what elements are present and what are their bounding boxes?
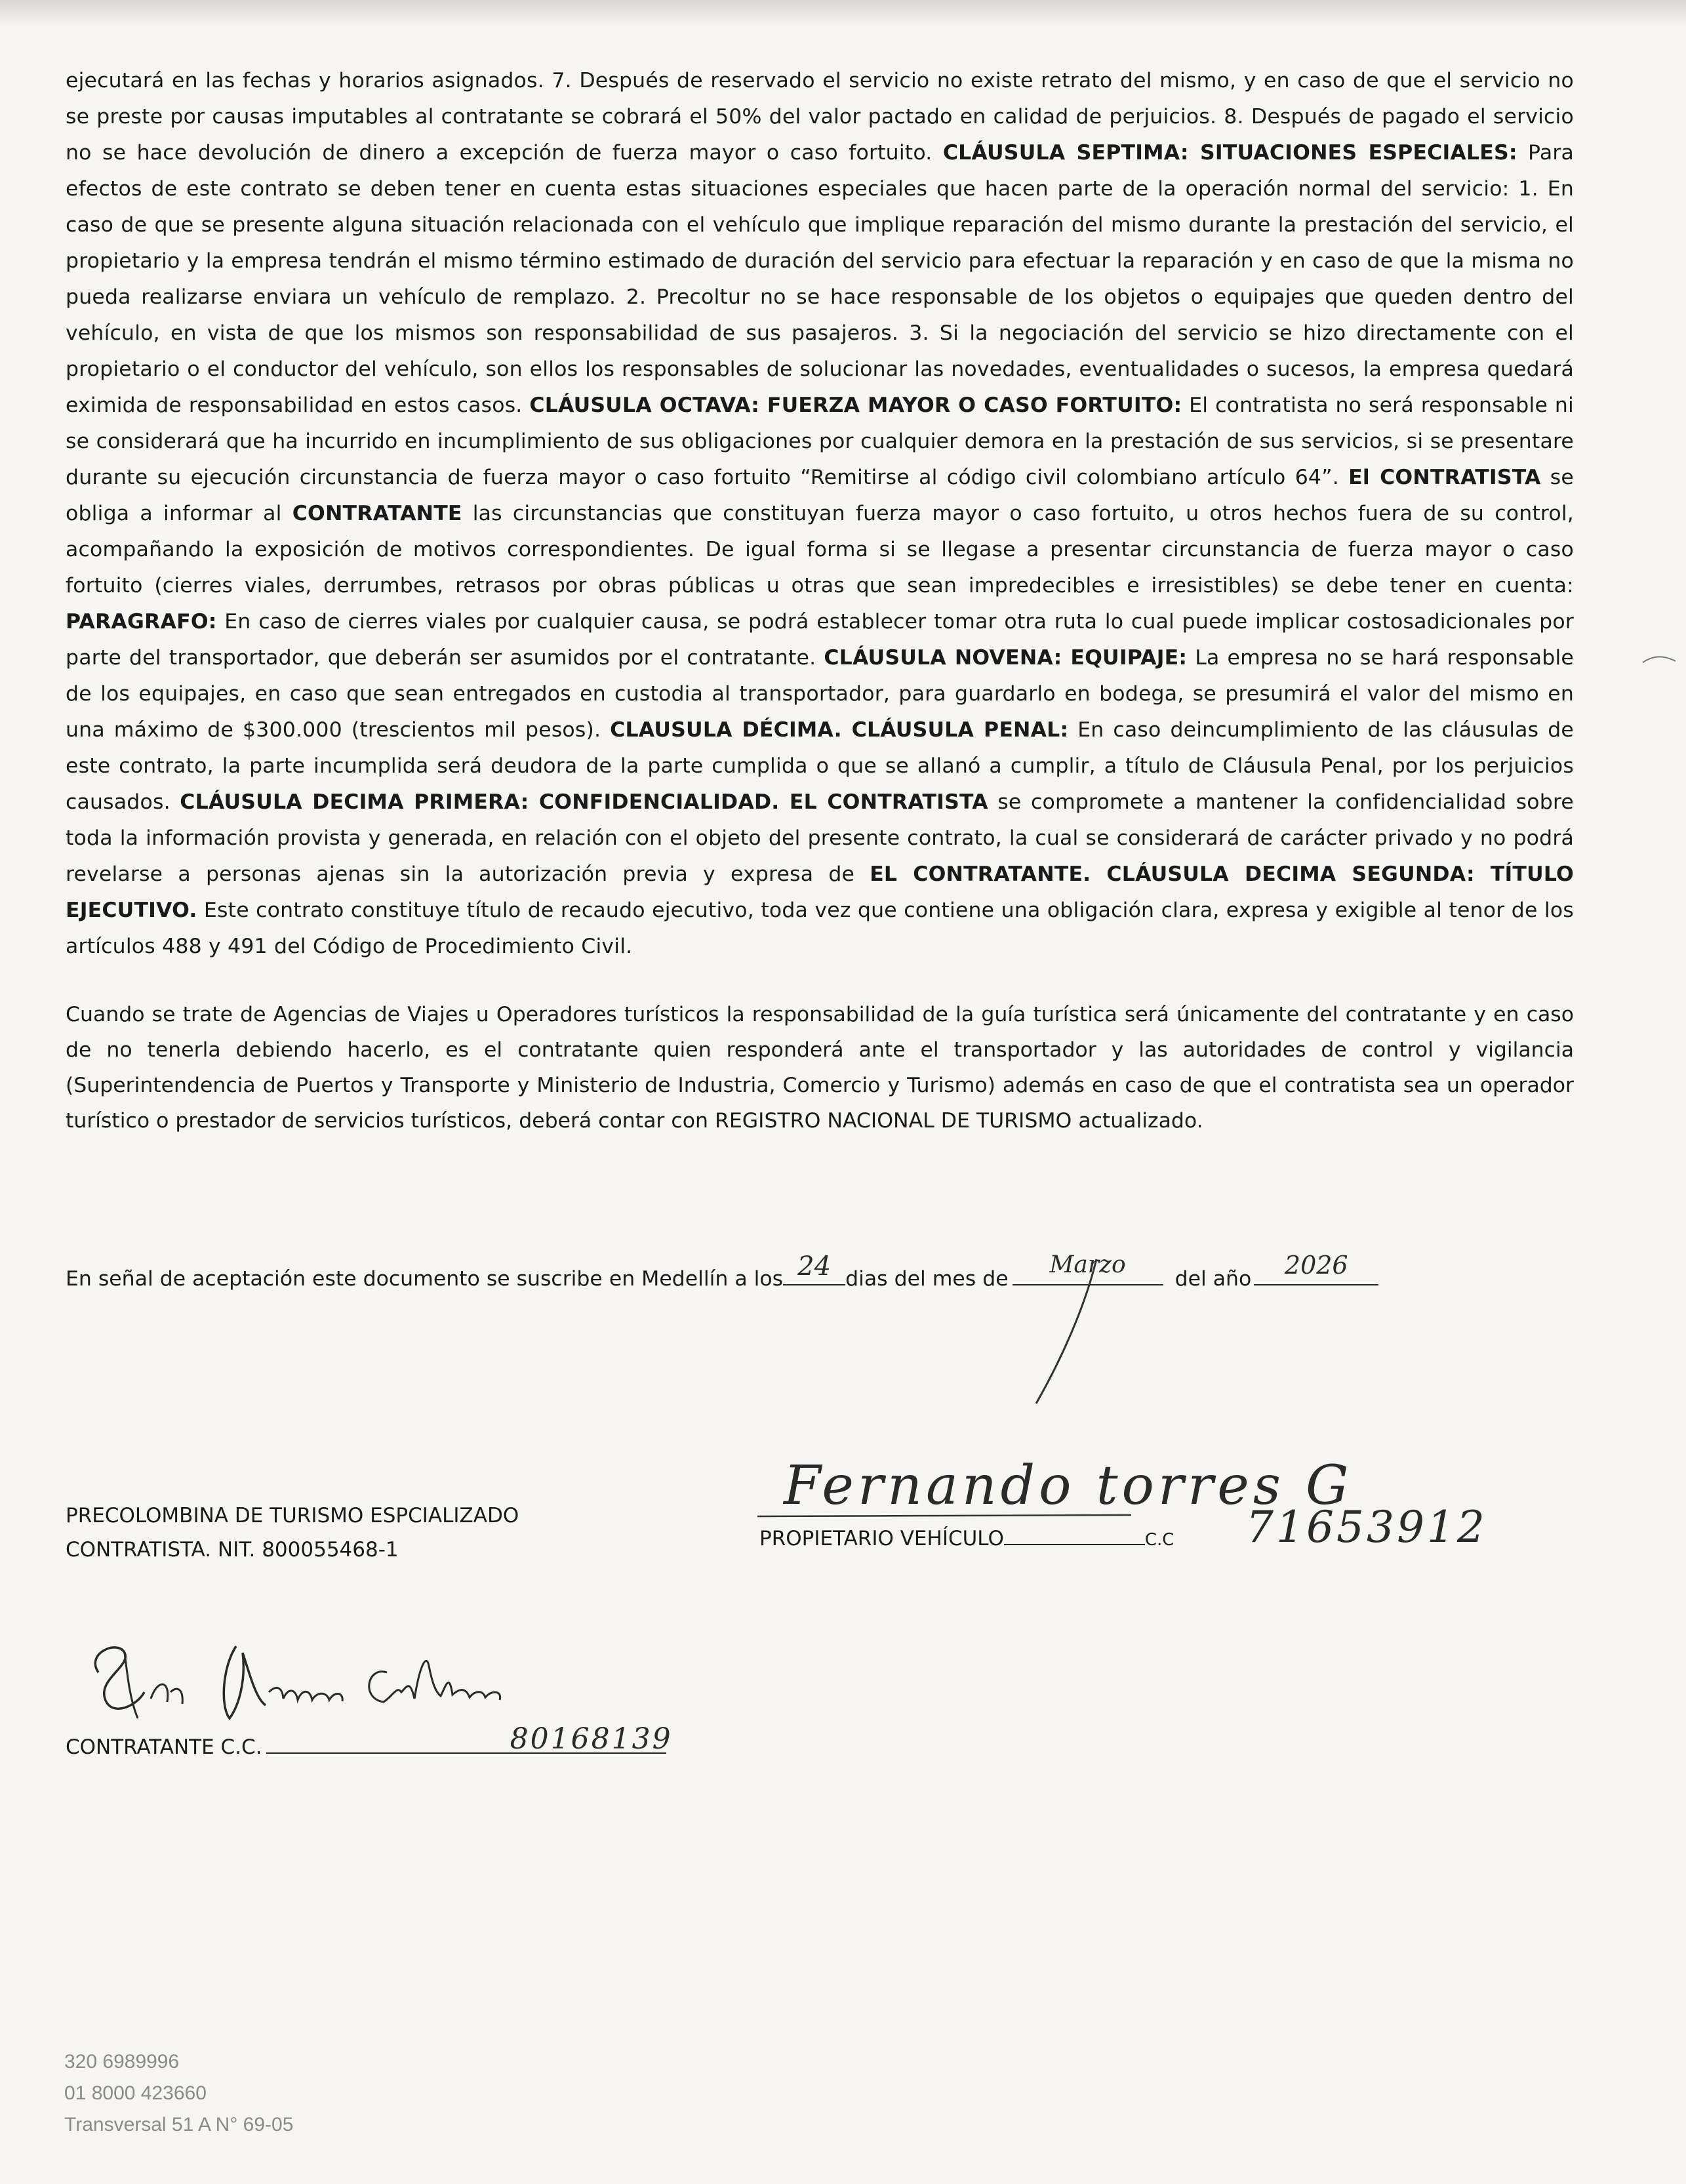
day-value: 24: [797, 1251, 832, 1282]
year-value: 2026: [1284, 1251, 1348, 1280]
clause-text: En caso de cierres viales por cualquier causa, se podrá establecer tomar otra ruta lo cual puede implicar costosadicionales por parte del transportador, que deberán ser asumidos por el contratante.: [66, 610, 1574, 670]
bold-term: CONTRATANTE: [292, 502, 462, 525]
clause-heading-decima: CLAUSULA DÉCIMA. CLÁUSULA PENAL:: [610, 718, 1069, 742]
owner-signature: Fernando torres G: [784, 1455, 1353, 1517]
clause-heading-octava: CLÁUSULA OCTAVA: FUERZA MAYOR O CASO FORTUITO:: [529, 394, 1182, 417]
contract-clauses: [66, 63, 1574, 965]
clause-heading-novena: CLÁUSULA NOVENA: EQUIPAJE:: [824, 646, 1188, 670]
contratante-block: [66, 1722, 673, 1764]
footer-phone: 320 6989996: [64, 2051, 180, 2073]
bold-term: PARAGRAFO:: [66, 610, 217, 634]
clause-text: Para efectos de este contrato se deben tener en cuenta estas situaciones especiales que hacen parte de la operación normal del servicio: 1. En caso de que se presente alguna situación relacionada con el vehículo que implique reparación del mismo durante la prestación del servicio, el propietario y la empresa tendrán el mismo término estimado de duración del servicio para efectuar la reparación y en caso de que la misma no pueda realizarse enviara un vehículo de remplazo. 2. Precoltur no se hace responsable de los objetos o equipajes que queden dentro del vehículo, en vista de que los mismos son responsabilidad de sus pasajeros. 3. Si la negociación del servicio se hizo directamente con el propietario o el conductor del vehículo, son ellos los responsables de solucionar las novedades, eventualidades o sucesos, la empresa quedará eximida de responsabilidad en estos casos.: [66, 141, 1574, 417]
clause-text: ejecutará en las fechas y horarios asignados. 7. Después de reservado el servicio no existe retrato del mismo, y en caso de que el servicio no se preste por causas imputables al contratante se cobrará el 50% del valor pactado en calidad de perjuicios. 8. Después de pagado el servicio no se hace devolución de dinero a excepción de fuerza mayor o caso fortuito.: [66, 69, 1574, 165]
margin-mark: [1639, 649, 1679, 669]
acceptance-text: En señal de aceptación este documento se suscribe en Medellín a los: [66, 1267, 784, 1291]
contratista-block: [66, 1499, 519, 1567]
clause-text: El contratista no será responsable ni se considerará que ha incurrido en incumplimiento de sus obligaciones por cualquier demora en la prestación de sus servicios, si se presentare durante su ejecución circunstancia de fuerza mayor o caso fortuito “Remitirse al código civil colombiano artículo 64”.: [66, 394, 1575, 489]
clause-heading-decima-primera: CLÁUSULA DECIMA PRIMERA: CONFIDENCIALIDAD. EL CONTRATISTA: [180, 790, 988, 814]
month-pen-stroke: [1023, 1246, 1115, 1417]
acceptance-text: dias del mes de: [845, 1267, 1009, 1291]
day-field: [783, 1251, 845, 1285]
tour-operator-paragraph: Cuando se trate de Agencias de Viajes u Operadores turísticos la responsabilidad de la guía turística será únicamente del contratante y en caso de no tenerla debiendo hacerlo, es el contratante quien responderá ante el transportador y las autoridades de control y vigilancia (Superintendencia de Puertos y Transporte y Ministerio de Industria, Comercio y Turismo) además en caso de que el contratista sea un operador turístico o prestador de servicios turísticos, deberá contar con REGISTRO NACIONAL DE TURISMO actualizado.: [66, 1003, 1574, 1133]
company-nit: CONTRATISTA. NIT. 800055468-1: [66, 1538, 399, 1562]
acceptance-line: [66, 1251, 1508, 1295]
footer-toll-free: 01 8000 423660: [64, 2082, 207, 2104]
owner-cc-number: 71653912: [1246, 1502, 1487, 1552]
contratante-signature: [79, 1627, 551, 1738]
owner-cc-label: C.C: [1144, 1530, 1174, 1550]
scan-edge: [0, 0, 1686, 26]
company-name: PRECOLOMBINA DE TURISMO ESPCIALIZADO: [66, 1504, 519, 1527]
month-value: Marzo: [1049, 1251, 1126, 1278]
footer-address: Transversal 51 A N° 69-05: [64, 2114, 294, 2135]
clause-text: Este contrato constituye título de recaudo ejecutivo, toda vez que contiene una obligación clara, expresa y exigible al tenor de los artículos 488 y 491 del Código de Procedimiento Civil.: [66, 899, 1574, 958]
bold-term: El CONTRATISTA: [1348, 466, 1541, 489]
clause-text: En caso deincumplimiento de las cláusulas de este contrato, la parte incumplida será deudora de la parte cumplida o que se allanó a cumplir, a título de Cláusula Penal, por los perjuicios causados.: [66, 718, 1574, 814]
contratante-cc-number: 80168139: [510, 1722, 673, 1756]
clause-text: se compromete a mantener la confidencialidad sobre toda la información provista y generada, en relación con el objeto del presente contrato, la cual se considerará de carácter privado y no podrá revelarse a personas ajenas sin la autorización previa y expresa de: [66, 790, 1575, 886]
contratante-label: CONTRATANTE C.C.: [66, 1735, 262, 1759]
owner-signature-line: [754, 1508, 1134, 1522]
clause-heading-septima: CLÁUSULA SEPTIMA: SITUACIONES ESPECIALES:: [942, 141, 1517, 165]
owner-blank: [1004, 1527, 1145, 1545]
contratante-cc-field: [266, 1722, 673, 1756]
owner-block: [759, 1522, 1174, 1557]
owner-label: PROPIETARIO VEHÍCULO: [759, 1527, 1004, 1550]
clause-text: La empresa no se hará responsable de los equipajes, en caso que sean entregados en custodia al transportador, para guardarlo en bodega, se presumirá el valor del mismo en una máximo de $300.000 (trescientos mil pesos).: [66, 646, 1574, 742]
clause-heading-decima-segunda: EL CONTRATANTE. CLÁUSULA DECIMA SEGUNDA: TÍTULO EJECUTIVO.: [66, 862, 1575, 922]
clause-text: se obliga a informar al: [66, 466, 1574, 525]
year-field: [1254, 1251, 1378, 1285]
clause-text: las circunstancias que constituyan fuerza mayor o caso fortuito, u otros hechos fuera de su control, acompañando la exposición de motivos correspondientes. De igual forma si se llegase a presentar circunstancia de fuerza mayor o caso fortuito (cierres viales, derrumbes, retrasos por obras públicas u otras que sean impredecibles e irresistibles) se debe tener en cuenta:: [66, 502, 1575, 597]
acceptance-text: del año: [1174, 1267, 1252, 1291]
footer-contact: [64, 2046, 293, 2141]
